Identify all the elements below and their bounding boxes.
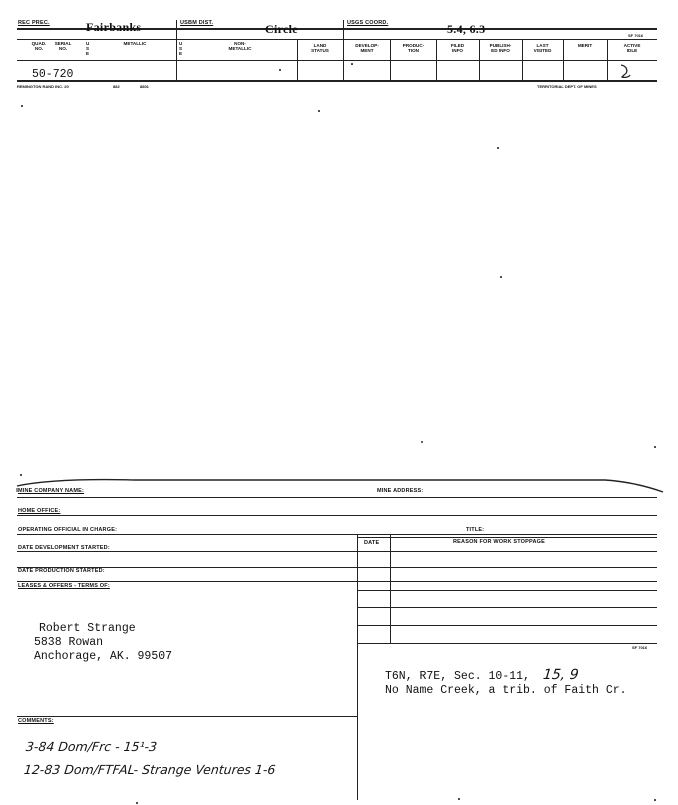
merit-header: MERIT bbox=[577, 43, 593, 48]
mine-company-name-label: MINE COMPANY NAME: bbox=[18, 488, 85, 494]
metallic-header: METALLIC bbox=[123, 41, 147, 46]
land-status-header: LAND STATUS bbox=[311, 43, 329, 53]
home-office-label: HOME OFFICE: bbox=[18, 508, 61, 514]
location-line-2: No Name Creek, a trib. of Faith Cr. bbox=[385, 684, 627, 697]
use-nonmetallic-header: U S E bbox=[179, 41, 183, 56]
printer-code: 882 bbox=[113, 84, 120, 89]
column-header-top-rule bbox=[17, 39, 657, 40]
mine-address-label: MINE ADDRESS: bbox=[377, 488, 424, 494]
rule bbox=[357, 537, 657, 538]
production-header: PRODUC- TION bbox=[402, 43, 425, 53]
rule bbox=[17, 515, 657, 516]
speck bbox=[654, 799, 656, 801]
location-line-1: T6N, R7E, Sec. 10-11, bbox=[385, 670, 530, 683]
divider bbox=[390, 534, 391, 643]
divider bbox=[390, 39, 391, 80]
comment-line-2: 12-83 Dom/FTFAL- Strange Ventures 1-6 bbox=[23, 762, 277, 777]
owner-city: Anchorage, AK. 99507 bbox=[34, 650, 173, 663]
printer-code: 8801 bbox=[140, 84, 149, 89]
active-idle-header: ACTIVE IDLE bbox=[623, 43, 641, 53]
usgs-coord-label: USGS COORD. bbox=[347, 20, 389, 26]
divider bbox=[343, 20, 344, 80]
rule bbox=[357, 625, 657, 626]
development-header: DEVELOP- MENT bbox=[355, 43, 379, 53]
filed-info-header: FILED INFO bbox=[450, 43, 465, 53]
quad-no-header: QUAD. NO. bbox=[31, 41, 47, 51]
use-metallic-header: U S E bbox=[86, 41, 90, 56]
card-edge bbox=[15, 472, 665, 496]
card-bottom-rule bbox=[17, 80, 657, 82]
rule bbox=[17, 716, 357, 717]
usgs-coord-value: 5.4, 6.3 bbox=[447, 22, 486, 36]
speck bbox=[136, 802, 138, 804]
quad-serial-value: 50-720 bbox=[32, 68, 74, 81]
usbm-dist-label: USBM DIST. bbox=[180, 20, 214, 26]
usbm-dist-value: Circle bbox=[265, 22, 298, 36]
published-info-header: PUBLISH- ED INFO bbox=[489, 43, 512, 53]
speck bbox=[497, 147, 499, 149]
rule bbox=[17, 497, 657, 498]
rec-prec-value: Fairbanks bbox=[86, 20, 142, 34]
speck bbox=[21, 105, 23, 107]
owner-street: 5838 Rowan bbox=[34, 636, 104, 649]
form-number: SF 7016 bbox=[632, 645, 648, 650]
speck bbox=[351, 63, 353, 65]
owner-name: Robert Strange bbox=[39, 622, 136, 635]
speck bbox=[654, 446, 656, 448]
reason-stoppage-header: REASON FOR WORK STOPPAGE bbox=[453, 539, 545, 545]
printer-credit: REMINGTON RAND INC. 20 bbox=[17, 84, 69, 89]
rule bbox=[17, 567, 657, 568]
speck bbox=[500, 276, 502, 278]
divider bbox=[176, 20, 177, 80]
serial-no-header: SERIAL NO. bbox=[54, 41, 72, 51]
date-production-started-label: DATE PRODUCTION STARTED: bbox=[18, 568, 105, 574]
dept-credit: TERRITORIAL DEPT. OF MINES bbox=[537, 84, 597, 89]
speck bbox=[279, 69, 281, 71]
operating-official-label: OPERATING OFFICIAL IN CHARGE: bbox=[18, 527, 118, 533]
comment-line-1: 3-84 Dom/Frc - 15¹-3 bbox=[25, 739, 158, 754]
rule bbox=[357, 590, 657, 591]
date-development-started-label: DATE DEVELOPMENT STARTED: bbox=[18, 545, 110, 551]
column-header-bottom-rule bbox=[17, 60, 657, 61]
date-column-header: DATE bbox=[364, 540, 380, 546]
last-visited-header: LAST VISITED bbox=[533, 43, 552, 53]
speck bbox=[421, 441, 423, 443]
location-section-handwritten: 15, 9 bbox=[542, 667, 580, 683]
form-number: SF 7016 bbox=[628, 33, 644, 38]
rule bbox=[17, 581, 657, 582]
nonmetallic-header: NON- METALLIC bbox=[228, 41, 252, 51]
divider bbox=[357, 534, 358, 800]
rule bbox=[357, 643, 657, 644]
comments-label: COMMENTS: bbox=[18, 718, 54, 724]
speck bbox=[458, 798, 460, 800]
speck bbox=[318, 110, 320, 112]
rule bbox=[357, 607, 657, 608]
leases-offers-label: LEASES & OFFERS - TERMS OF: bbox=[18, 583, 110, 589]
title-label: TITLE: bbox=[466, 527, 485, 533]
active-mark-icon bbox=[618, 63, 634, 81]
rec-prec-label: REC PREC. bbox=[18, 20, 50, 26]
rule bbox=[17, 551, 657, 552]
rule bbox=[17, 534, 657, 535]
